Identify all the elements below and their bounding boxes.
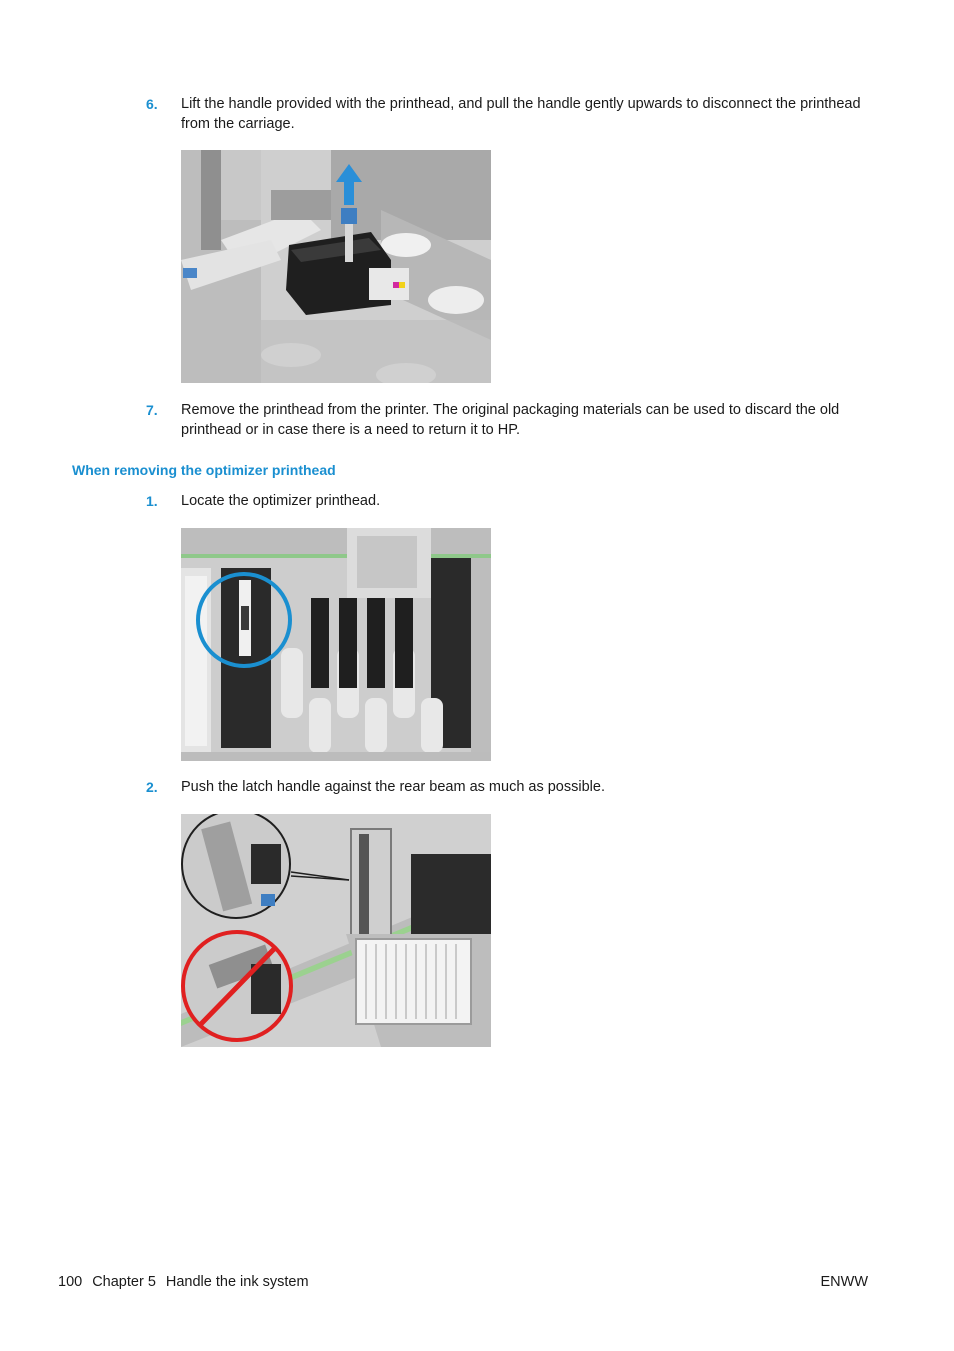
carriage-illustration [181,528,491,761]
step-text: Remove the printhead from the printer. The original packaging materials can be used to discard the old printhead or in case there is a need to return it to HP. [181,402,840,438]
figure-push-latch [181,814,491,1047]
page-footer-left [58,1272,309,1292]
section-heading: When removing the optimizer printhead [72,462,336,478]
printhead-lift-illustration [181,150,491,383]
chapter-label: Chapter 5 [92,1274,156,1290]
step-number: 6. [146,96,158,112]
step-text: Push the latch handle against the rear beam as much as possible. [181,779,605,795]
step-number: 2. [146,779,158,795]
page-footer-right: ENWW [820,1274,868,1290]
step-number: 1. [146,493,158,509]
figure-locate-optimizer [181,528,491,761]
chapter-title: Handle the ink system [165,1274,309,1290]
step-text: Lift the handle provided with the printhead, and pull the handle gently upwards to disconnect the printhead from the carriage. [181,96,861,132]
page-number: 100 [58,1274,83,1290]
latch-illustration [181,814,491,1047]
step-number: 7. [146,402,158,418]
step-text: Locate the optimizer printhead. [181,493,381,509]
figure-lift-printhead [181,150,491,383]
